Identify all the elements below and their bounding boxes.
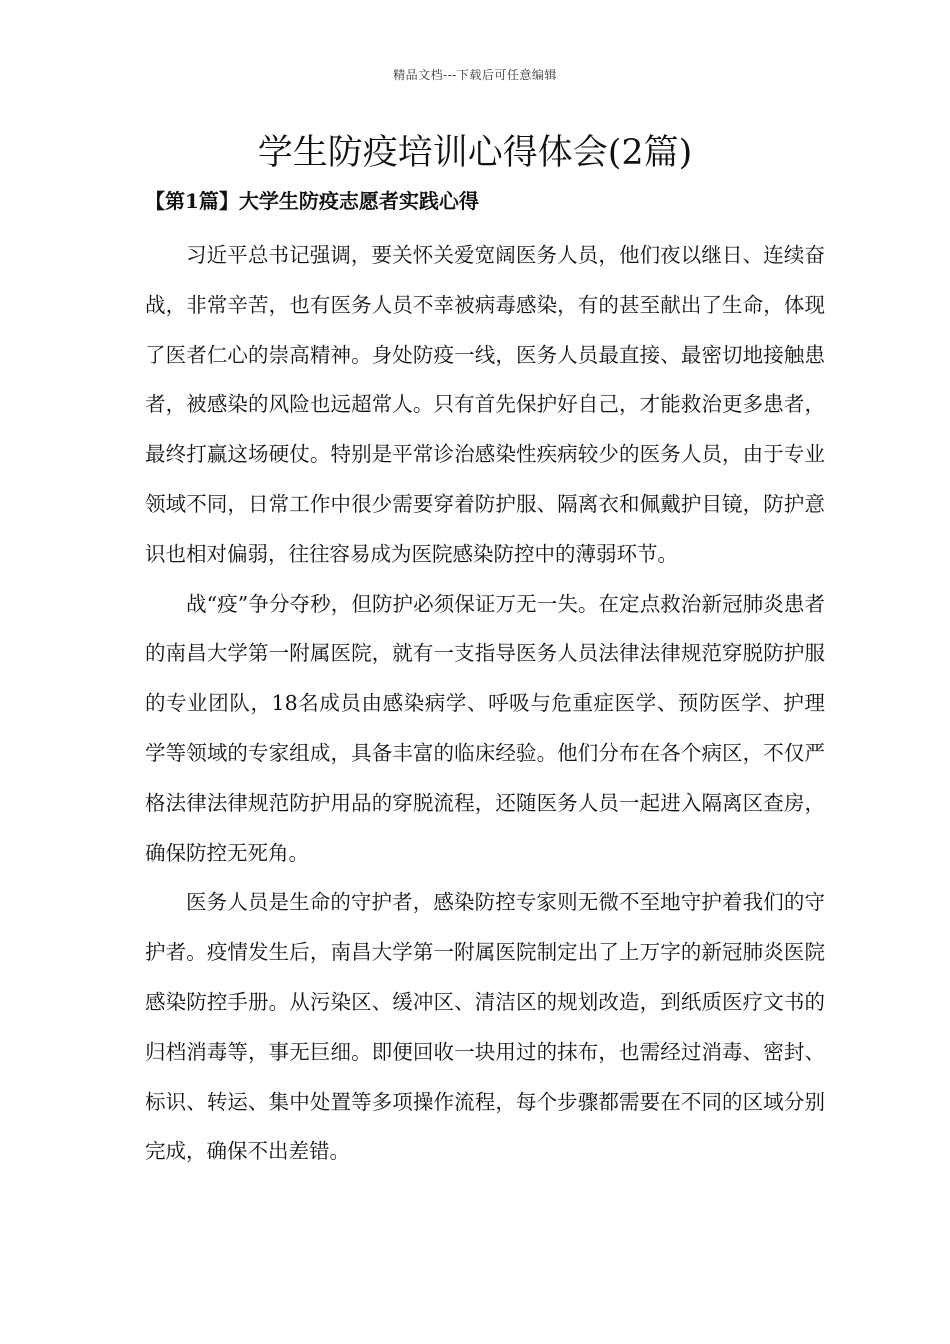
paragraph-3: 医务人员是生命的守护者，感染防控专家则无微不至地守护着我们的守护者。疫情发生后，南昌大学第一附属医院制定出了上万字的新冠肺炎医院感染防控手册。从污染区、缓冲区、清洁区的规划改造，到纸质医疗文书的归档消毒等，事无巨细。即便回收一块用过的抹布，也需经过消毒、密封、标识、转运、集中处置等多项操作流程，每个步骤都需要在不同的区域分别完成，确保不出差错。 — [145, 890, 825, 1164]
paragraph-2: 战“疫”争分夺秒，但防护必须保证万无一失。在定点救治新冠肺炎患者的南昌大学第一附属医院，就有一支指导医务人员法律法律规范穿脱防护服的专业团队，18名成员由感染病学、呼吸与危重症医学、预防医学、护理学等领域的专家组成，具备丰富的临床经验。他们分布在各个病区，不仅严格法律法律规范防护用品的穿脱流程，还随医务人员一起进入隔离区查房，确保防控无死角。 — [145, 591, 825, 865]
paragraph-1: 习近平总书记强调，要关怀关爱宽阔医务人员，他们夜以继日、连续奋战，非常辛苦，也有医务人员不幸被病毒感染，有的甚至献出了生命，体现了医者仁心的崇高精神。身处防疫一线，医务人员最直接、最密切地接触患者，被感染的风险也远超常人。只有首先保护好自己，才能救治更多患者，最终打赢这场硬仗。特别是平常诊治感染性疾病较少的医务人员，由于专业领域不同，日常工作中很少需要穿着防护服、隔离衣和佩戴护目镜，防护意识也相对偏弱，往往容易成为医院感染防控中的薄弱环节。 — [145, 243, 825, 566]
section-heading: 【第1篇】大学生防疫志愿者实践心得 — [145, 189, 479, 213]
document-title: 学生防疫培训心得体会(2篇) — [257, 133, 693, 173]
header-note: 精品文档---下载后可任意编辑 — [393, 68, 557, 82]
body-text — [145, 231, 825, 1177]
